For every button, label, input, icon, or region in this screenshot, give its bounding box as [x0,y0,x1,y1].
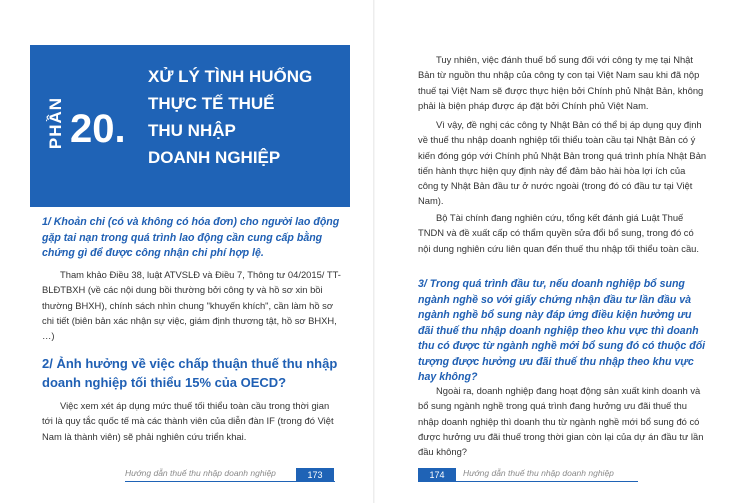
chapter-title [148,63,348,171]
page-footer: Hướng dẫn thuế thu nhập doanh nghiệp [125,468,276,478]
paragraph-3: Bộ Tài chính đang nghiên cứu, tổng kết đánh giá Luật Thuế TNDN và đề xuất cấp có thẩm quyền sửa đổi bổ sung, trong đó có nội dung nghiên cứu liên quan đến thuế thu nhập tối thiểu toàn cầu. [418,212,699,254]
answer-2: Việc xem xét áp dụng mức thuế tối thiểu toàn cầu trong thời gian tới là quy tắc quốc tế mà các thành viên của diễn đàn IF (trong đó Việt Nam là thành viên) sẽ phải nghiên cứu triển khai. [42,400,334,442]
footer-rule [418,481,638,482]
chapter-title-line: THỰC TẾ THUẾ [148,94,275,113]
chapter-title-line: THU NHẬP [148,121,236,140]
question-2: 2/ Ảnh hưởng về việc chấp thuận thuế thu nhập doanh nghiệp tối thiểu 15% của OECD? [42,356,338,390]
question-3: 3/ Trong quá trình đầu tư, nếu doanh nghiệp bổ sung ngành nghề so với giấy chứng nhận đầu tư lần đầu và ngành nghề bổ sung này đáp ứng điều kiện hưởng ưu đãi thuế thu nhập doanh nghiệp theo khu vực thì doanh thu có được từ ngành nghề mới bổ sung đó có thuộc đối tượng được hưởng ưu đãi thuế thu nhập theo khu vực hay không? [418,278,706,383]
chapter-number: 20. [70,107,126,151]
right-page [375,0,750,503]
footer-rule [125,481,335,482]
paragraph-2: Vì vậy, đề nghị các công ty Nhật Bản có thể bị áp dụng quy định về thuế thu nhập doanh nghiệp tối thiểu toàn cầu tại Nhật Bản có ý kiến đóng góp với Chính phủ Nhật Bản trong quá trình phía Nhật Bản tiến hành thực hiện quy định này để đảm bảo hài hòa lợi ích của công ty Nhật Bản đầu tư ở nước ngoài (trong đó có đầu tư tại Việt Nam). [418,119,707,207]
question-1: 1/ Khoản chi (có và không có hóa đơn) cho người lao động gặp tai nạn trong quá trình lao động cần cung cấp bằng chứng gì để được công nhận chi phí hợp lệ. [42,216,340,259]
page-footer: Hướng dẫn thuế thu nhập doanh nghiệp [463,468,614,478]
chapter-title-line: DOANH NGHIỆP [148,148,281,167]
paragraph-4: Ngoài ra, doanh nghiệp đang hoạt động sản xuất kinh doanh và bổ sung ngành nghề trong quá trình đang hưởng ưu đãi thuế thu nhập doanh nghiệp thì doanh thu từ ngành nghề mới bổ sung đó có được hưởng ưu đãi thuế trong thời gian còn lại của dự án đầu tư lần đầu không? [418,385,704,458]
answer-1: Tham khảo Điều 38, luật ATVSLĐ và Điều 7, Thông tư 04/2015/ TT-BLĐTBXH (về các nội dung bồi thường bởi công ty và hồ sơ xin bồi thường BHXH), chính sách nhìn chung "khuyến khích", cần làm hồ sơ chi tiết (biên bản xác nhận sự việc, giám định thương tật, hồ sơ BHXH, …) [42,269,341,342]
page-number: 173 [296,468,334,482]
chapter-banner [30,45,350,207]
page-number: 174 [418,468,456,482]
paragraph-1: Tuy nhiên, việc đánh thuế bổ sung đối với công ty mẹ tại Nhật Bản từ nguồn thu nhập của công ty con tại Việt Nam sau khi đã nộp thuế tại Việt Nam sẽ được thực hiện bởi Chính phủ Nhật Bản, không phải là biện pháp được áp đặt bởi Chính phủ Việt Nam. [418,54,704,111]
chapter-title-line: XỬ LÝ TÌNH HUỐNG [148,67,313,86]
chapter-label: PHẦN [46,96,65,150]
